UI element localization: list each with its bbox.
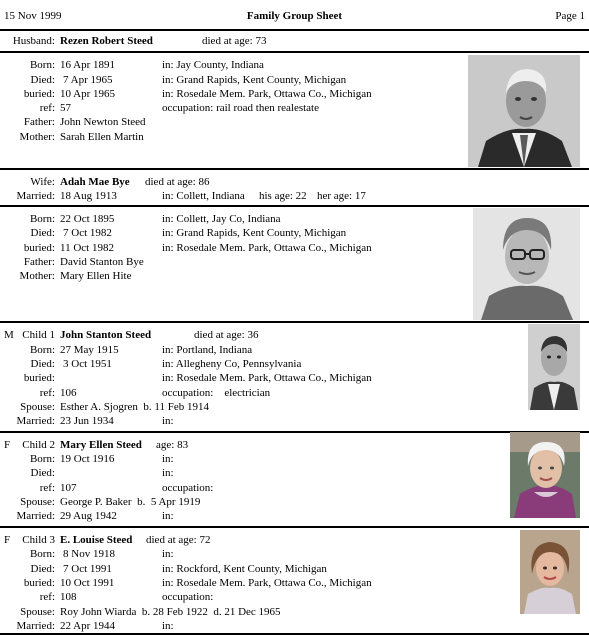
born-label: Born: [29, 548, 55, 560]
divider [0, 321, 589, 323]
ref-number: 106 [60, 387, 77, 399]
died-place: in: Allegheny Co, Pennsylvania [162, 358, 302, 370]
buried-place: in: Rosedale Mem. Park, Ottawa Co., Michigan [162, 242, 372, 254]
occupation: occupation: [162, 591, 214, 603]
ref-label: ref: [39, 591, 55, 603]
child-age: age: 83 [156, 439, 189, 451]
born-label: Born: [29, 453, 55, 465]
divider [0, 633, 589, 635]
child-sex: M [4, 329, 14, 341]
child-1-photo [528, 324, 580, 410]
died-label: Died: [30, 358, 55, 370]
born-place: in: [162, 548, 174, 560]
died-place: in: [162, 467, 174, 479]
mother-label: Mother: [19, 270, 55, 282]
spouse[interactable]: Roy John Wiarda b. 28 Feb 1922 d. 21 Dec 1965 [60, 606, 281, 618]
mother-name[interactable]: Mary Ellen Hite [60, 270, 132, 282]
occupation: occupation: rail road then realestate [162, 102, 319, 114]
buried-date: 10 Apr 1965 [60, 88, 115, 100]
husband-row [0, 34, 589, 48]
child-3-photo [520, 530, 580, 614]
buried-place: in: Rosedale Mem. Park, Ottawa Co., Michigan [162, 88, 372, 100]
ref-number: 107 [60, 482, 77, 494]
died-label: Died: [30, 563, 55, 575]
born-date: 16 Apr 1891 [60, 59, 115, 71]
married-place: in: Collett, Indiana [162, 190, 245, 202]
born-place: in: Portland, Indiana [162, 344, 253, 356]
page-number: Page 1 [555, 10, 585, 22]
died-date: 7 Oct 1991 [63, 563, 112, 575]
father-label: Father: [23, 116, 55, 128]
married-label: Married: [16, 415, 55, 427]
husband-photo [468, 55, 580, 167]
ref-label: ref: [39, 102, 55, 114]
father-name[interactable]: David Stanton Bye [60, 256, 144, 268]
buried-place: in: Rosedale Mem. Park, Ottawa Co., Michigan [162, 577, 372, 589]
born-place: in: [162, 453, 174, 465]
married-label: Married: [16, 190, 55, 202]
died-date: 3 Oct 1951 [63, 358, 112, 370]
husband-label: Husband: [12, 35, 55, 47]
divider [0, 51, 589, 53]
married-date: 29 Aug 1942 [60, 510, 117, 522]
buried-label: buried: [23, 242, 55, 254]
divider [0, 431, 589, 433]
divider [0, 205, 589, 207]
spouse-label: Spouse: [20, 606, 55, 618]
mother-label: Mother: [19, 131, 55, 143]
born-place: in: Collett, Jay Co, Indiana [162, 213, 281, 225]
divider [0, 168, 589, 170]
child-sex: F [4, 534, 11, 546]
married-label: Married: [16, 510, 55, 522]
born-date: 19 Oct 1916 [60, 453, 115, 465]
buried-label: buried: [23, 372, 55, 384]
wife-death-age: died at age: 86 [145, 176, 210, 188]
child-sex: F [4, 439, 11, 451]
child-2-photo [510, 432, 580, 518]
buried-place: in: Rosedale Mem. Park, Ottawa Co., Michigan [162, 372, 372, 384]
father-label: Father: [23, 256, 55, 268]
died-place: in: Rockford, Kent County, Michigan [162, 563, 327, 575]
child-age: died at age: 72 [146, 534, 211, 546]
father-name[interactable]: John Newton Steed [60, 116, 146, 128]
page-header [4, 10, 585, 24]
wife-label: Wife: [30, 176, 55, 188]
report-date: 15 Nov 1999 [4, 10, 62, 22]
spouse[interactable]: Esther A. Sjogren b. 11 Feb 1914 [60, 401, 209, 413]
born-label: Born: [29, 59, 55, 71]
child-label: Child 1 [22, 329, 55, 341]
buried-date: 10 Oct 1991 [60, 577, 115, 589]
husband-name[interactable]: Rezen Robert Steed [60, 35, 153, 47]
died-date: 7 Apr 1965 [63, 74, 113, 86]
married-place: in: [162, 510, 174, 522]
child-name[interactable]: Mary Ellen Steed [60, 439, 142, 451]
ref-label: ref: [39, 387, 55, 399]
ref-label: ref: [39, 482, 55, 494]
mother-name[interactable]: Sarah Ellen Martin [60, 131, 144, 143]
died-place: in: Grand Rapids, Kent County, Michigan [162, 74, 347, 86]
child-label: Child 2 [22, 439, 55, 451]
divider [0, 29, 589, 31]
occupation: occupation: [162, 482, 214, 494]
born-place: in: Jay County, Indiana [162, 59, 264, 71]
born-date: 22 Oct 1895 [60, 213, 115, 225]
occupation: occupation: electrician [162, 387, 271, 399]
wife-name[interactable]: Adah Mae Bye [60, 176, 130, 188]
married-date: 22 Apr 1944 [60, 620, 115, 632]
married-label: Married: [16, 620, 55, 632]
wife-photo [473, 208, 580, 320]
married-place: in: [162, 415, 174, 427]
born-label: Born: [29, 213, 55, 225]
buried-date: 11 Oct 1982 [60, 242, 114, 254]
died-label: Died: [30, 467, 55, 479]
married-date: 23 Jun 1934 [60, 415, 114, 427]
born-date: 8 Nov 1918 [63, 548, 115, 560]
born-date: 27 May 1915 [60, 344, 119, 356]
died-label: Died: [30, 74, 55, 86]
ref-number: 57 [60, 102, 71, 114]
husband-death-age: died at age: 73 [202, 35, 267, 47]
buried-label: buried: [23, 88, 55, 100]
spouse[interactable]: George P. Baker b. 5 Apr 1919 [60, 496, 201, 508]
page-title: Family Group Sheet [246, 10, 343, 22]
ref-number: 108 [60, 591, 77, 603]
child-age: died at age: 36 [194, 329, 259, 341]
died-date: 7 Oct 1982 [63, 227, 112, 239]
child-label: Child 3 [22, 534, 55, 546]
child-name[interactable]: E. Louise Steed [60, 534, 133, 546]
married-date: 18 Aug 1913 [60, 190, 117, 202]
married-place: in: [162, 620, 174, 632]
born-label: Born: [29, 344, 55, 356]
her-age: her age: 17 [317, 190, 366, 202]
died-place: in: Grand Rapids, Kent County, Michigan [162, 227, 347, 239]
spouse-label: Spouse: [20, 401, 55, 413]
died-label: Died: [30, 227, 55, 239]
his-age: his age: 22 [259, 190, 307, 202]
spouse-label: Spouse: [20, 496, 55, 508]
child-name[interactable]: John Stanton Steed [60, 329, 152, 341]
divider [0, 526, 589, 528]
buried-label: buried: [23, 577, 55, 589]
